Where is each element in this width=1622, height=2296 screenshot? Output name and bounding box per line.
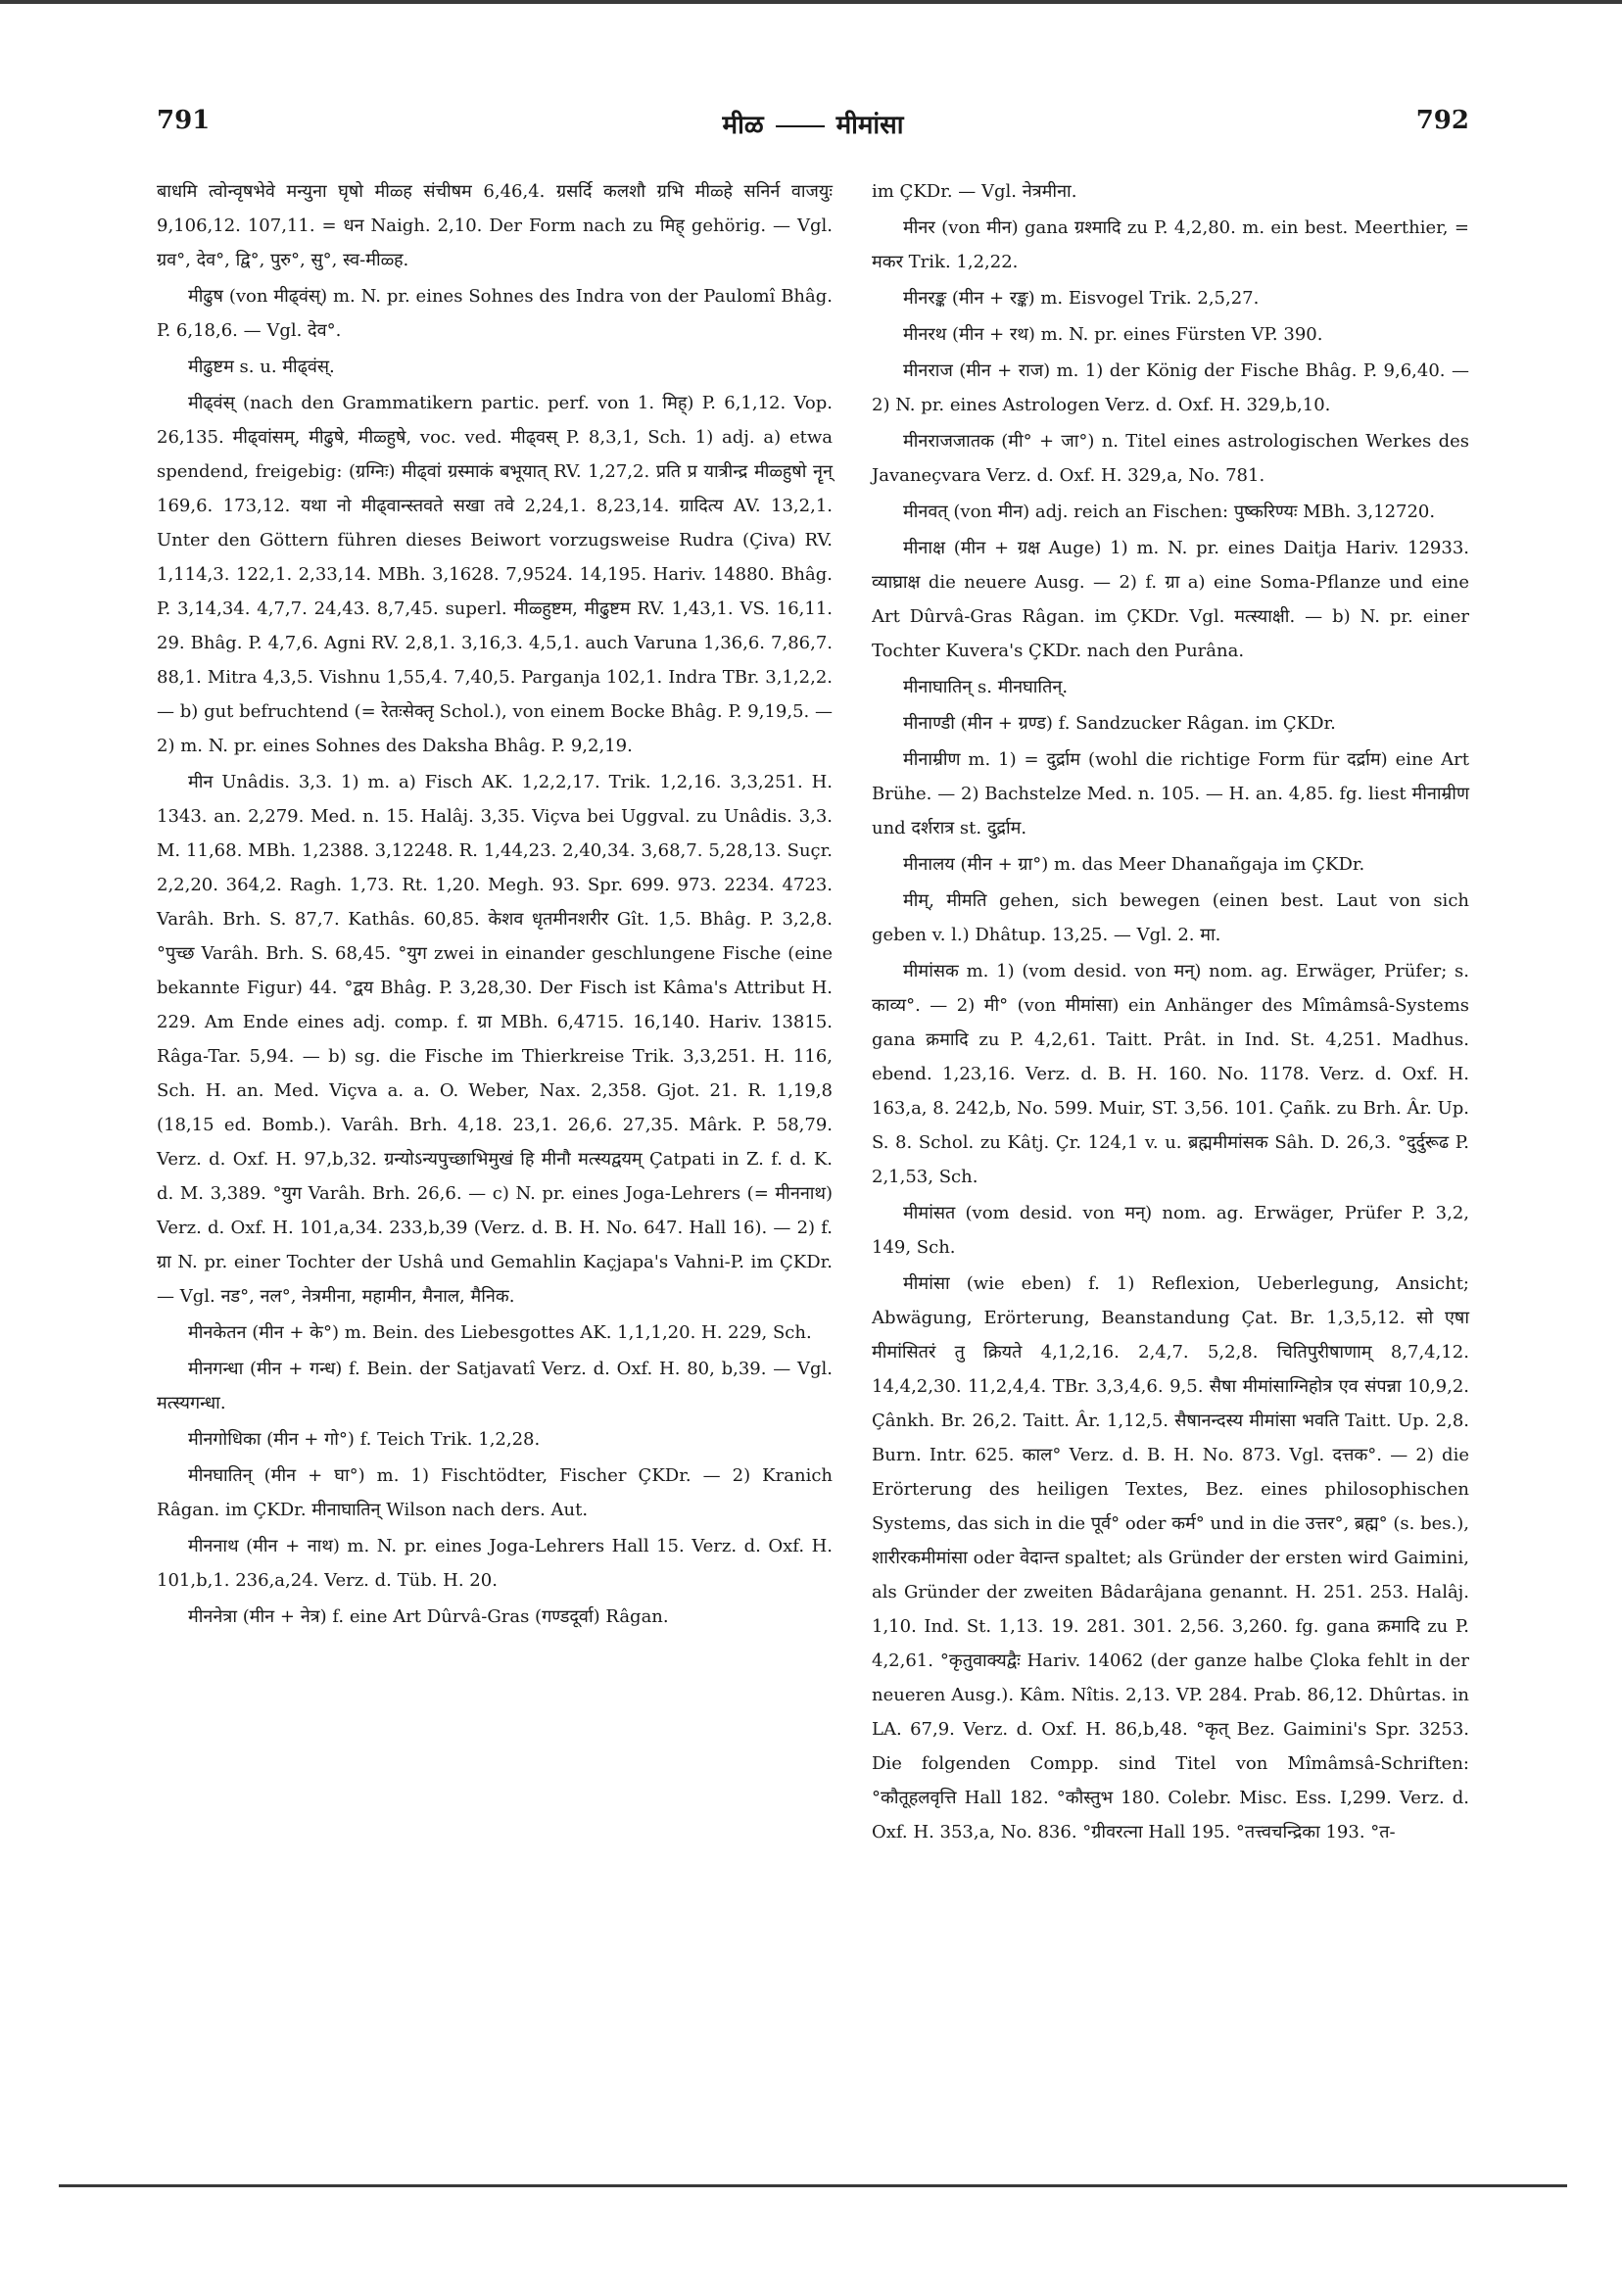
page-header	[157, 106, 1469, 155]
dictionary-entry: मीनघातिन् (मीन + घा°) m. 1) Fischtödter, Fischer ÇKDr. — 2) Kranich Râgan. im ÇKDr. मीनाघातिन् Wilson nach ders. Aut.	[157, 1465, 833, 1520]
dictionary-entry: मीनरथ (मीन + रथ) m. N. pr. eines Fürsten VP. 390.	[903, 324, 1323, 345]
dictionary-entry: मीढ्वंस् (nach den Grammatikern partic. perf. von 1. मिह्) P. 6,1,12. Vop. 26,135. मीढ्वांसम्, मीढुषे, मीळ्हुषे, voc. ved. मीढ्वस् P. 8,3,1, Sch. 1) adj. a) etwa spendend, freigebig: (ग्रग्निः) मीढ्वां ग्रस्माकं बभूयात् RV. 1,27,2. प्रति प्र यात्रीन्द्र मीळ्हुषो नॄन् 169,6. 173,12. यथा नो मीढ्वान्स्तवते सखा तवे 2,24,1. 8,23,14. ग्रादित्य AV. 13,2,1. Unter den Göttern führen dieses Beiwort vorzugsweise Rudra (Çiva) RV. 1,114,3. 122,1. 2,33,14. MBh. 3,1628. 7,9524. 14,195. Hariv. 14880. Bhâg. P. 3,14,34. 4,7,7. 24,43. 8,7,45. superl. मीळ्हुष्टम, मीढुष्टम RV. 1,43,1. VS. 16,11. 29. Bhâg. P. 4,7,6. Agni RV. 2,8,1. 3,16,3. 4,5,1. auch Varuna 1,36,6. 7,86,7. 88,1. Mitra 4,3,5. Vishnu 1,55,4. 7,40,5. Parganja 102,1. Indra TBr. 3,1,2,2. — b) gut befruchtend (= रेतःसेक्तृ Schol.), von einem Bocke Bhâg. P. 9,19,5. — 2) m. N. pr. eines Sohnes des Daksha Bhâg. P. 9,2,19.	[157, 393, 833, 756]
running-head-dash	[776, 125, 825, 127]
bottom-rule	[59, 2184, 1567, 2187]
running-head-right: मीमांसा	[835, 111, 904, 140]
right-column	[872, 174, 1469, 1851]
dictionary-entry: मीनाम्रीण m. 1) = दुर्द्राम (wohl die richtige Form für दर्द्राम) eine Art Brühe. — 2) Bachstelze Med. n. 105. — H. an. 4,85. fg. liest मीनाम्रीण und दर्शरात्र st. दुर्द्राम.	[872, 749, 1469, 838]
running-head	[157, 106, 1469, 141]
top-border-rule	[0, 0, 1622, 4]
dictionary-entry: मीम्, मीमति gehen, sich bewegen (einen best. Laut von sich geben v. l.) Dhâtup. 13,25. — Vgl. 2. मा.	[872, 890, 1469, 945]
left-column	[157, 174, 833, 1636]
dictionary-entry: मीमांसा (wie eben) f. 1) Reflexion, Ueberlegung, Ansicht; Abwägung, Erörterung, Beanstandung Çat. Br. 1,3,5,12. सो एषा मीमांसितरं तु क्रियते 4,1,2,16. 2,4,7. 5,2,8. चितिपुरीषाणाम् 8,7,4,12. 14,4,2,30. 11,2,4,4. TBr. 3,3,4,6. 9,5. सैषा मीमांसाग्निहोत्र एव संपन्ना 10,9,2. Çânkh. Br. 26,2. Taitt. Âr. 1,12,5. सैषानन्दस्य मीमांसा भवति Taitt. Up. 2,8. Burn. Intr. 625. काल° Verz. d. B. H. No. 873. Vgl. दत्तक°. — 2) die Erörterung des heiligen Textes, Bez. eines philosophischen Systems, das sich in die पूर्व° oder कर्म° und in die उत्तर°, ब्रह्म° (s. bes.), शारीरकमीमांसा oder वेदान्त spaltet; als Gründer der ersten wird Gaimini, als Gründer der zweiten Bâdarâjana genannt. H. 251. 253. Halâj. 1,10. Ind. St. 1,13. 19. 281. 301. 2,56. 3,260. fg. gana क्रमादि zu P. 4,2,61. °कृतुवाक्यद्वैः Hariv. 14062 (der ganze halbe Çloka fehlt in der neueren Ausg.). Kâm. Nîtis. 2,13. VP. 284. Prab. 86,12. Dhûrtas. in LA. 67,9. Verz. d. Oxf. H. 86,b,48. °कृत् Bez. Gaimini's Spr. 3253. Die folgenden Compp. sind Titel von Mîmâmsâ-Schriften: °कौतूहलवृत्ति Hall 182. °कौस्तुभ 180. Colebr. Misc. Ess. I,299. Verz. d. Oxf. H. 353,a, No. 836. °ग्रीवरत्ना Hall 195. °तत्त्वचन्द्रिका 193. °त-	[872, 1273, 1469, 1842]
dictionary-entry: मीनाघातिन् s. मीनघातिन्.	[903, 677, 1069, 697]
dictionary-entry: मीनगन्धा (मीन + गन्ध) f. Bein. der Satjavatî Verz. d. Oxf. H. 80, b,39. — Vgl. मत्स्यगन्धा.	[157, 1359, 833, 1413]
dictionary-entry: मीनालय (मीन + ग्रा°) m. das Meer Dhanañgaja im ÇKDr.	[903, 854, 1365, 875]
dictionary-entry: मीनवत् (von मीन) adj. reich an Fischen: पुष्करिण्यः MBh. 3,12720.	[903, 502, 1436, 522]
dictionary-entry: मीनकेतन (मीन + के°) m. Bein. des Liebesgottes AK. 1,1,1,20. H. 229, Sch.	[188, 1322, 812, 1343]
page-number-right: 792	[1415, 106, 1469, 135]
dictionary-entry: मीनाक्ष (मीन + ग्रक्ष Auge) 1) m. N. pr. eines Daitja Hariv. 12933. व्याघ्राक्ष die neuere Ausg. — 2) f. ग्रा a) eine Soma-Pflanze und eine Art Dûrvâ-Gras Râgan. im ÇKDr. Vgl. मत्स्याक्षी. — b) N. pr. einer Tochter Kuvera's ÇKDr. nach den Purâna.	[872, 538, 1469, 661]
dictionary-entry: मीमांसक m. 1) (vom desid. von मन्) nom. ag. Erwäger, Prüfer; s. काव्य°. — 2) मी° (von मीमांसा) ein Anhänger des Mîmâmsâ-Systems gana क्रमादि zu P. 4,2,61. Taitt. Prât. in Ind. St. 4,251. Madhus. ebend. 1,23,16. Verz. d. B. H. 160. No. 1178. Verz. d. Oxf. H. 163,a, 8. 242,b, No. 599. Muir, ST. 3,56. 101. Çañk. zu Brh. Âr. Up. S. 8. Schol. zu Kâtj. Çr. 124,1 v. u. ब्रह्ममीमांसक Sâh. D. 26,3. °दुर्दुरूढ P. 2,1,53, Sch.	[872, 961, 1469, 1187]
dictionary-entry: बाधमि त्वोन्वृषभेवे मन्युना घृषो मीळ्ह संचीषम 6,46,4. ग्रसर्दि कलशौ ग्रभि मीळ्हे सनिर्न वाजयुः 9,106,12. 107,11. = धन Naigh. 2,10. Der Form nach zu मिह् gehörig. — Vgl. ग्रव°, देव°, द्वि°, पुरु°, सु°, स्व-मीळ्ह.	[157, 181, 833, 270]
dictionary-entry: मीनरङ्क (मीन + रङ्क) m. Eisvogel Trik. 2,5,27.	[903, 288, 1260, 309]
dictionary-entry: मीमांसत (vom desid. von मन्) nom. ag. Erwäger, Prüfer P. 3,2, 149, Sch.	[872, 1203, 1469, 1258]
dictionary-entry: मीनाण्डी (मीन + ग्रण्ड) f. Sandzucker Râgan. im ÇKDr.	[903, 713, 1336, 734]
dictionary-entry: im ÇKDr. — Vgl. नेत्रमीना.	[872, 181, 1077, 202]
dictionary-entry: मीननेत्रा (मीन + नेत्र) f. eine Art Dûrvâ-Gras (गण्डदूर्वा) Râgan.	[188, 1606, 669, 1627]
dictionary-entry: मीनगोधिका (मीन + गो°) f. Teich Trik. 1,2,28.	[188, 1429, 541, 1450]
dictionary-entry: मीनराजजातक (मी° + जा°) n. Titel eines astrologischen Werkes des Javaneçvara Verz. d. Oxf. H. 329,a, No. 781.	[872, 431, 1469, 486]
dictionary-entry: मीनराज (मीन + राज) m. 1) der König der Fische Bhâg. P. 9,6,40. — 2) N. pr. eines Astrologen Verz. d. Oxf. H. 329,b,10.	[872, 360, 1469, 415]
dictionary-entry: मीढुष्टम s. u. मीढ्वंस्.	[188, 357, 335, 377]
dictionary-entry: मीन Unâdis. 3,3. 1) m. a) Fisch AK. 1,2,2,17. Trik. 1,2,16. 3,3,251. H. 1343. an. 2,279. Med. n. 15. Halâj. 3,35. Viçva bei Uggval. zu Unâdis. 3,3. M. 11,68. MBh. 1,2388. 3,12248. R. 1,44,23. 2,40,34. 3,68,7. 5,28,13. Suçr. 2,2,20. 364,2. Ragh. 1,73. Rt. 1,20. Megh. 93. Spr. 699. 973. 2234. 4723. Varâh. Brh. S. 87,7. Kathâs. 60,85. केशव धृतमीनशरीर Gît. 1,5. Bhâg. P. 3,2,8. °पुच्छ Varâh. Brh. S. 68,45. °युग zwei in einander geschlungene Fische (eine bekannte Figur) 44. °द्वय Bhâg. P. 3,28,30. Der Fisch ist Kâma's Attribut H. 229. Am Ende eines adj. comp. f. ग्रा MBh. 6,4715. 16,140. Hariv. 13815. Râga-Tar. 5,94. — b) sg. die Fische im Thierkreise Trik. 3,3,251. H. 116, Sch. H. an. Med. Viçva a. a. O. Weber, Nax. 2,358. Gjot. 21. R. 1,19,8 (18,15 ed. Bomb.). Varâh. Brh. 4,18. 23,1. 26,6. 27,35. Mârk. P. 58,79. Verz. d. Oxf. H. 97,b,32. ग्रन्योऽन्यपुच्छाभिमुखं हि मीनौ मत्स्यद्वयम् Çatpati in Z. f. d. K. d. M. 3,389. °युग Varâh. Brh. 26,6. — c) N. pr. eines Joga-Lehrers (= मीननाथ) Verz. d. Oxf. H. 101,a,34. 233,b,39 (Verz. d. B. H. No. 647. Hall 16). — 2) f. ग्रा N. pr. einer Tochter der Ushâ und Gemahlin Kaçjapa's Vahni-P. im ÇKDr. — Vgl. नड°, नल°, नेत्रमीना, महामीन, मैनाल, मैनिक.	[157, 772, 833, 1307]
running-head-left: मीळ	[722, 111, 764, 140]
dictionary-entry: मीनर (von मीन) gana ग्रश्मादि zu P. 4,2,80. m. ein best. Meerthier, = मकर Trik. 1,2,22.	[872, 217, 1469, 272]
page-number-left: 791	[157, 106, 211, 135]
dictionary-entry: मीननाथ (मीन + नाथ) m. N. pr. eines Joga-Lehrers Hall 15. Verz. d. Oxf. H. 101,b,1. 236,a,24. Verz. d. Tüb. H. 20.	[157, 1536, 833, 1591]
dictionary-entry: मीढुष (von मीढ्वंस्) m. N. pr. eines Sohnes des Indra von der Paulomî Bhâg. P. 6,18,6. — Vgl. देव°.	[157, 286, 833, 341]
